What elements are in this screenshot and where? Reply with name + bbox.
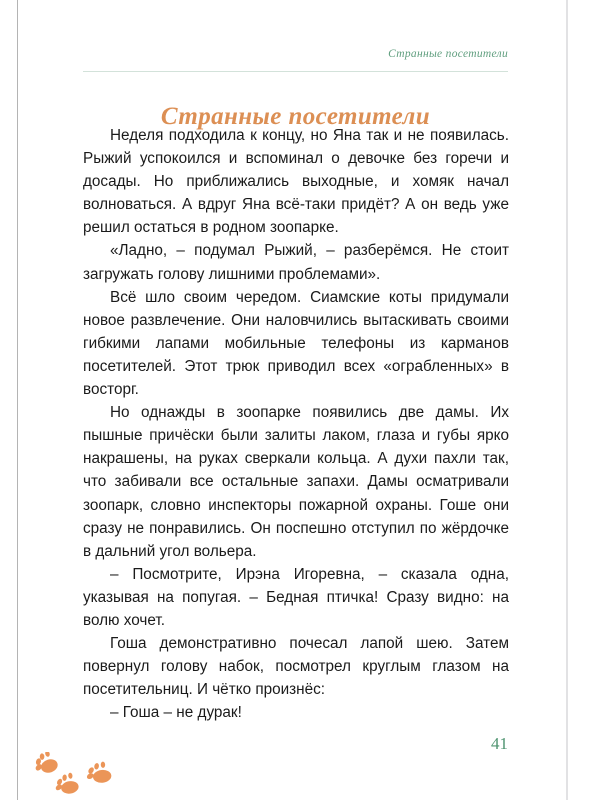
paragraph: Гоша демонстративно почесал лапой шею. Затем повернул голову набок, посмотрел круглым глазом на посетительниц. И чётко произнёс: xyxy=(83,635,509,699)
body-text xyxy=(83,124,509,724)
running-head: Странные посетители xyxy=(388,48,508,60)
paragraph: – Гоша – не дурак! xyxy=(110,704,242,722)
paragraph: Неделя подходила к концу, но Яна так и не появилась. Рыжий успокоился и вспоминал о девочке без горечи и досады. Но приближались выходные, и хомяк начал волноваться. А вдруг Яна всё-таки придёт? А он ведь уже решил остаться в родном зоопарке. xyxy=(83,127,509,237)
paragraph: Всё шло своим чередом. Сиамские коты придумали новое развлечение. Они наловчились вытаскивать своими гибкими лапами мобильные телефоны из карманов посетителей. Этот трюк приводил всех «ограбленных» в восторг. xyxy=(83,288,509,399)
paw-prints-icon xyxy=(24,752,134,800)
paragraph: Но однажды в зоопарке появились две дамы. Их пышные причёски были залиты лаком, глаза и губы ярко накрашены, на руках сверкали кольца. А духи пахли так, что забивали все остальные запахи. Дамы осматривали зоопарк, словно инспекторы пожарной охраны. Гоше они сразу не понравились. Он поспешно отступил по жёрдочке в дальний угол вольера. xyxy=(83,404,509,560)
header-rule xyxy=(83,71,508,72)
page-title: Странные посетители xyxy=(160,102,431,130)
paragraph: «Ладно, – подумал Рыжий, – разберёмся. Не стоит загружать голову лишними проблемами». xyxy=(83,242,509,283)
paragraph: – Посмотрите, Ирэна Игоревна, – сказала одна, указывая на попугая. – Бедная птичка! Сразу видно: на волю хочет. xyxy=(83,565,509,629)
page-number: 41 xyxy=(491,734,508,753)
